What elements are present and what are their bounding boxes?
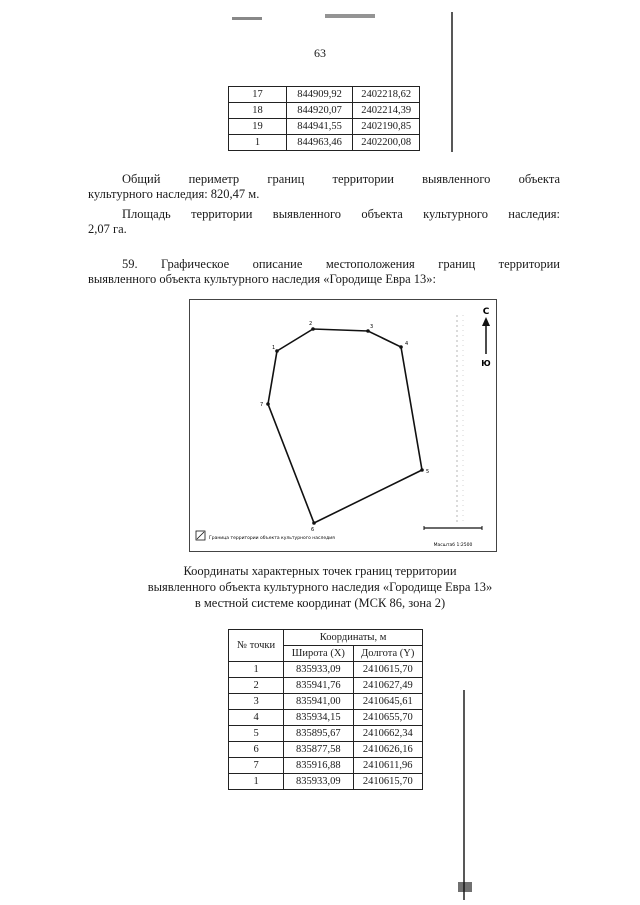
point-number-cell: 4 <box>229 710 284 726</box>
boundary-point-marker <box>275 349 279 353</box>
boundary-point-label: 2 <box>309 321 313 327</box>
point-number-cell: 3 <box>229 694 284 710</box>
table-row <box>229 694 423 710</box>
legend <box>196 531 205 540</box>
scan-line <box>463 690 465 900</box>
coordinates-table-continued <box>228 86 420 151</box>
y-coordinate-cell: 2410626,16 <box>353 742 422 758</box>
y-coordinate-cell: 2402200,08 <box>353 135 420 151</box>
x-coordinate-cell: 844909,92 <box>286 87 352 103</box>
north-label: С <box>482 307 490 317</box>
perimeter-text-line1: Общий периметр границ территории выявленного объекта <box>122 172 560 186</box>
y-coordinate-cell: 2410655,70 <box>353 710 422 726</box>
x-coordinate-cell: 844963,46 <box>286 135 352 151</box>
table-row <box>229 774 423 790</box>
y-coordinate-cell: 2410662,34 <box>353 726 422 742</box>
section-text-line1: 59. Графическое описание местоположения границ территории <box>122 257 560 271</box>
header-coordinates: Координаты, м <box>284 630 423 646</box>
caption-line2: выявленного объекта культурного наследия «Городище Евра 13» <box>147 580 493 594</box>
y-coordinate-cell: 2410615,70 <box>353 662 422 678</box>
x-coordinate-cell: 835941,00 <box>284 694 353 710</box>
x-coordinate-cell: 835933,09 <box>284 662 353 678</box>
caption-line1: Координаты характерных точек границ территории <box>183 564 457 578</box>
section-59-heading <box>88 257 560 287</box>
boundary-plan-drawing <box>190 300 496 551</box>
point-number-cell: 17 <box>229 87 287 103</box>
boundary-point-marker <box>399 345 403 349</box>
point-number-cell: 6 <box>229 742 284 758</box>
header-latitude: Широта (X) <box>284 646 353 662</box>
point-number-cell: 2 <box>229 678 284 694</box>
x-coordinate-cell: 835895,67 <box>284 726 353 742</box>
table-row <box>229 758 423 774</box>
point-number-cell: 18 <box>229 103 287 119</box>
south-label: Ю <box>481 359 491 368</box>
table-row <box>229 742 423 758</box>
table-row <box>229 662 423 678</box>
y-coordinate-cell: 2410615,70 <box>353 774 422 790</box>
y-coordinate-cell: 2402214,39 <box>353 103 420 119</box>
point-number-cell: 1 <box>229 774 284 790</box>
scan-line <box>451 12 453 152</box>
scale-text: Масштаб 1:2500 <box>433 543 473 548</box>
boundary-point-label: 4 <box>405 341 409 347</box>
y-coordinate-cell: 2410611,96 <box>353 758 422 774</box>
table-row <box>229 678 423 694</box>
scan-smudge <box>458 882 472 892</box>
table-row <box>229 726 423 742</box>
perimeter-text-line2: культурного наследия: 820,47 м. <box>88 187 260 201</box>
y-coordinate-cell: 2402190,85 <box>353 119 420 135</box>
y-coordinate-cell: 2410627,49 <box>353 678 422 694</box>
header-point-number: № точки <box>229 630 284 662</box>
scan-smudge <box>232 17 262 20</box>
caption-line3: в местной системе координат (МСК 86, зона 2) <box>194 596 446 610</box>
page-number: 63 <box>314 46 326 60</box>
x-coordinate-cell: 835941,76 <box>284 678 353 694</box>
table-row <box>229 103 420 119</box>
boundary-plan-map <box>189 299 497 552</box>
area-text-line2: 2,07 га. <box>88 222 127 236</box>
boundary-point-label: 5 <box>426 469 430 475</box>
table-row <box>229 87 420 103</box>
territory-boundary <box>268 329 422 523</box>
point-number-cell: 7 <box>229 758 284 774</box>
x-coordinate-cell: 835933,09 <box>284 774 353 790</box>
perimeter-paragraph <box>88 172 560 202</box>
boundary-point-label: 6 <box>311 527 315 533</box>
legend-text: Граница территории объекта культурного наследия <box>209 536 335 541</box>
table-row <box>229 135 420 151</box>
scan-smudge <box>325 14 375 18</box>
north-arrow-icon <box>482 317 490 354</box>
y-coordinate-cell: 2402218,62 <box>353 87 420 103</box>
boundary-point-label: 1 <box>272 345 276 351</box>
coordinates-caption <box>100 563 540 611</box>
section-text-line2: выявленного объекта культурного наследия «Городище Евра 13»: <box>88 272 437 286</box>
coordinates-table <box>228 629 423 790</box>
boundary-point-marker <box>420 468 424 472</box>
y-coordinate-cell: 2410645,61 <box>353 694 422 710</box>
area-paragraph <box>88 207 560 237</box>
table-row <box>229 710 423 726</box>
boundary-points <box>260 321 429 533</box>
table-row <box>229 119 420 135</box>
boundary-point-marker <box>311 327 315 331</box>
header-longitude: Долгота (Y) <box>353 646 422 662</box>
area-text-line1: Площадь территории выявленного объекта культурного наследия: <box>122 207 560 221</box>
point-number-cell: 1 <box>229 662 284 678</box>
point-number-cell: 19 <box>229 119 287 135</box>
x-coordinate-cell: 835877,58 <box>284 742 353 758</box>
boundary-point-label: 3 <box>370 324 374 330</box>
boundary-point-label: 7 <box>260 402 264 408</box>
scale-bar <box>424 526 482 530</box>
boundary-point-marker <box>312 521 316 525</box>
x-coordinate-cell: 835916,88 <box>284 758 353 774</box>
x-coordinate-cell: 844920,07 <box>286 103 352 119</box>
boundary-point-marker <box>266 402 270 406</box>
point-number-cell: 5 <box>229 726 284 742</box>
point-number-cell: 1 <box>229 135 287 151</box>
x-coordinate-cell: 844941,55 <box>286 119 352 135</box>
x-coordinate-cell: 835934,15 <box>284 710 353 726</box>
